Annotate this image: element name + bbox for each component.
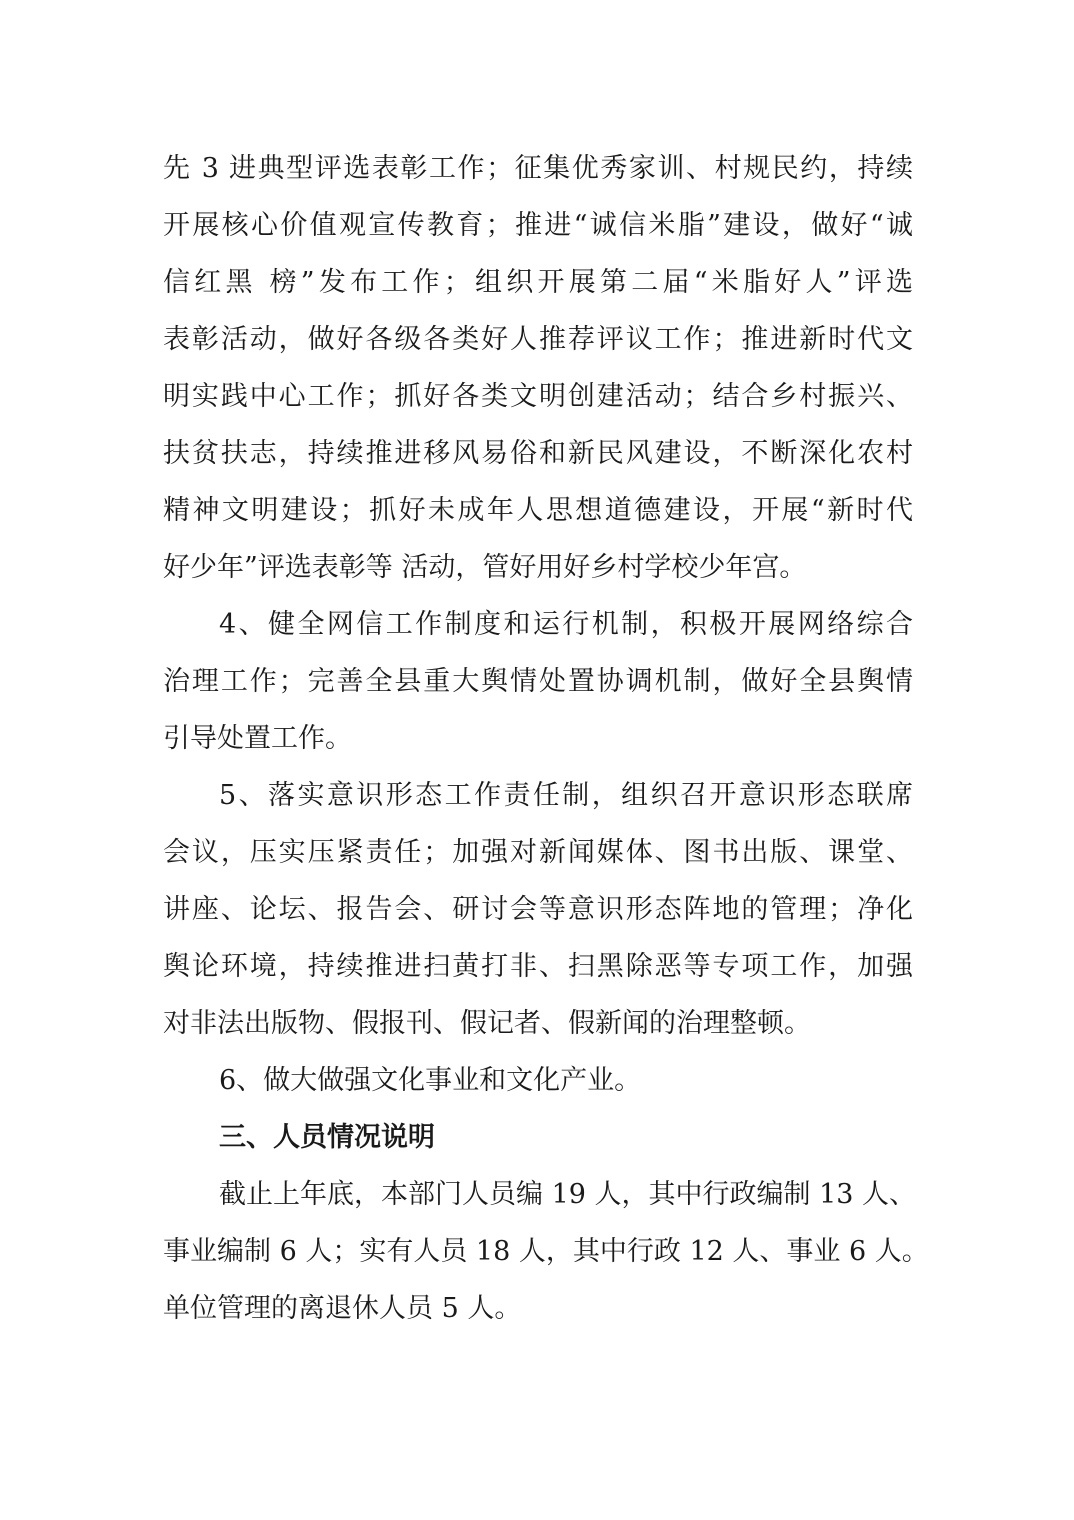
paragraph-first-line: 4、健全网信工作制度和运行机制，积极开展网络综合 — [219, 609, 913, 640]
text-line: 好少年”评选表彰等 活动，管好用好乡村学校少年宫。 — [163, 552, 807, 583]
text-line: 会议，压实压紧责任；加强对新闻媒体、图书出版、课堂、 — [163, 837, 913, 868]
text-line: 治理工作；完善全县重大舆情处置协调机制，做好全县舆情 — [163, 666, 913, 697]
text-line: 先 3 进典型评选表彰工作；征集优秀家训、村规民约，持续 — [163, 153, 913, 184]
text-line: 扶贫扶志，持续推进移风易俗和新民风建设，不断深化农村 — [163, 438, 913, 469]
document-body — [163, 140, 929, 1337]
text-line: 表彰活动，做好各级各类好人推荐评议工作；推进新时代文 — [163, 324, 913, 355]
paragraph-first-line: 6、做大做强文化事业和文化产业。 — [219, 1065, 642, 1096]
text-line: 讲座、论坛、报告会、研讨会等意识形态阵地的管理；净化 — [163, 894, 913, 925]
text-line: 舆论环境，持续推进扫黄打非、扫黑除恶等专项工作，加强 — [163, 951, 913, 982]
text-line: 精神文明建设；抓好未成年人思想道德建设，开展“新时代 — [163, 495, 913, 526]
text-line: 开展核心价值观宣传教育；推进“诚信米脂”建设，做好“诚 — [163, 210, 913, 241]
paragraph-first-line: 截止上年底，本部门人员编 19 人，其中行政编制 13 人、 — [219, 1179, 917, 1210]
text-line: 明实践中心工作；抓好各类文明创建活动；结合乡村振兴、 — [163, 381, 913, 412]
paragraph-first-line: 5、落实意识形态工作责任制，组织召开意识形态联席 — [219, 780, 913, 811]
text-line: 信红黑 榜”发布工作；组织开展第二届“米脂好人”评选 — [163, 267, 913, 298]
text-line: 事业编制 6 人；实有人员 18 人，其中行政 12 人、事业 6 人。 — [163, 1236, 929, 1267]
text-line: 引导处置工作。 — [163, 723, 352, 754]
text-line: 对非法出版物、假报刊、假记者、假新闻的治理整顿。 — [163, 1008, 811, 1039]
text-line: 单位管理的离退休人员 5 人。 — [163, 1293, 522, 1324]
section-heading: 三、人员情况说明 — [219, 1122, 435, 1153]
